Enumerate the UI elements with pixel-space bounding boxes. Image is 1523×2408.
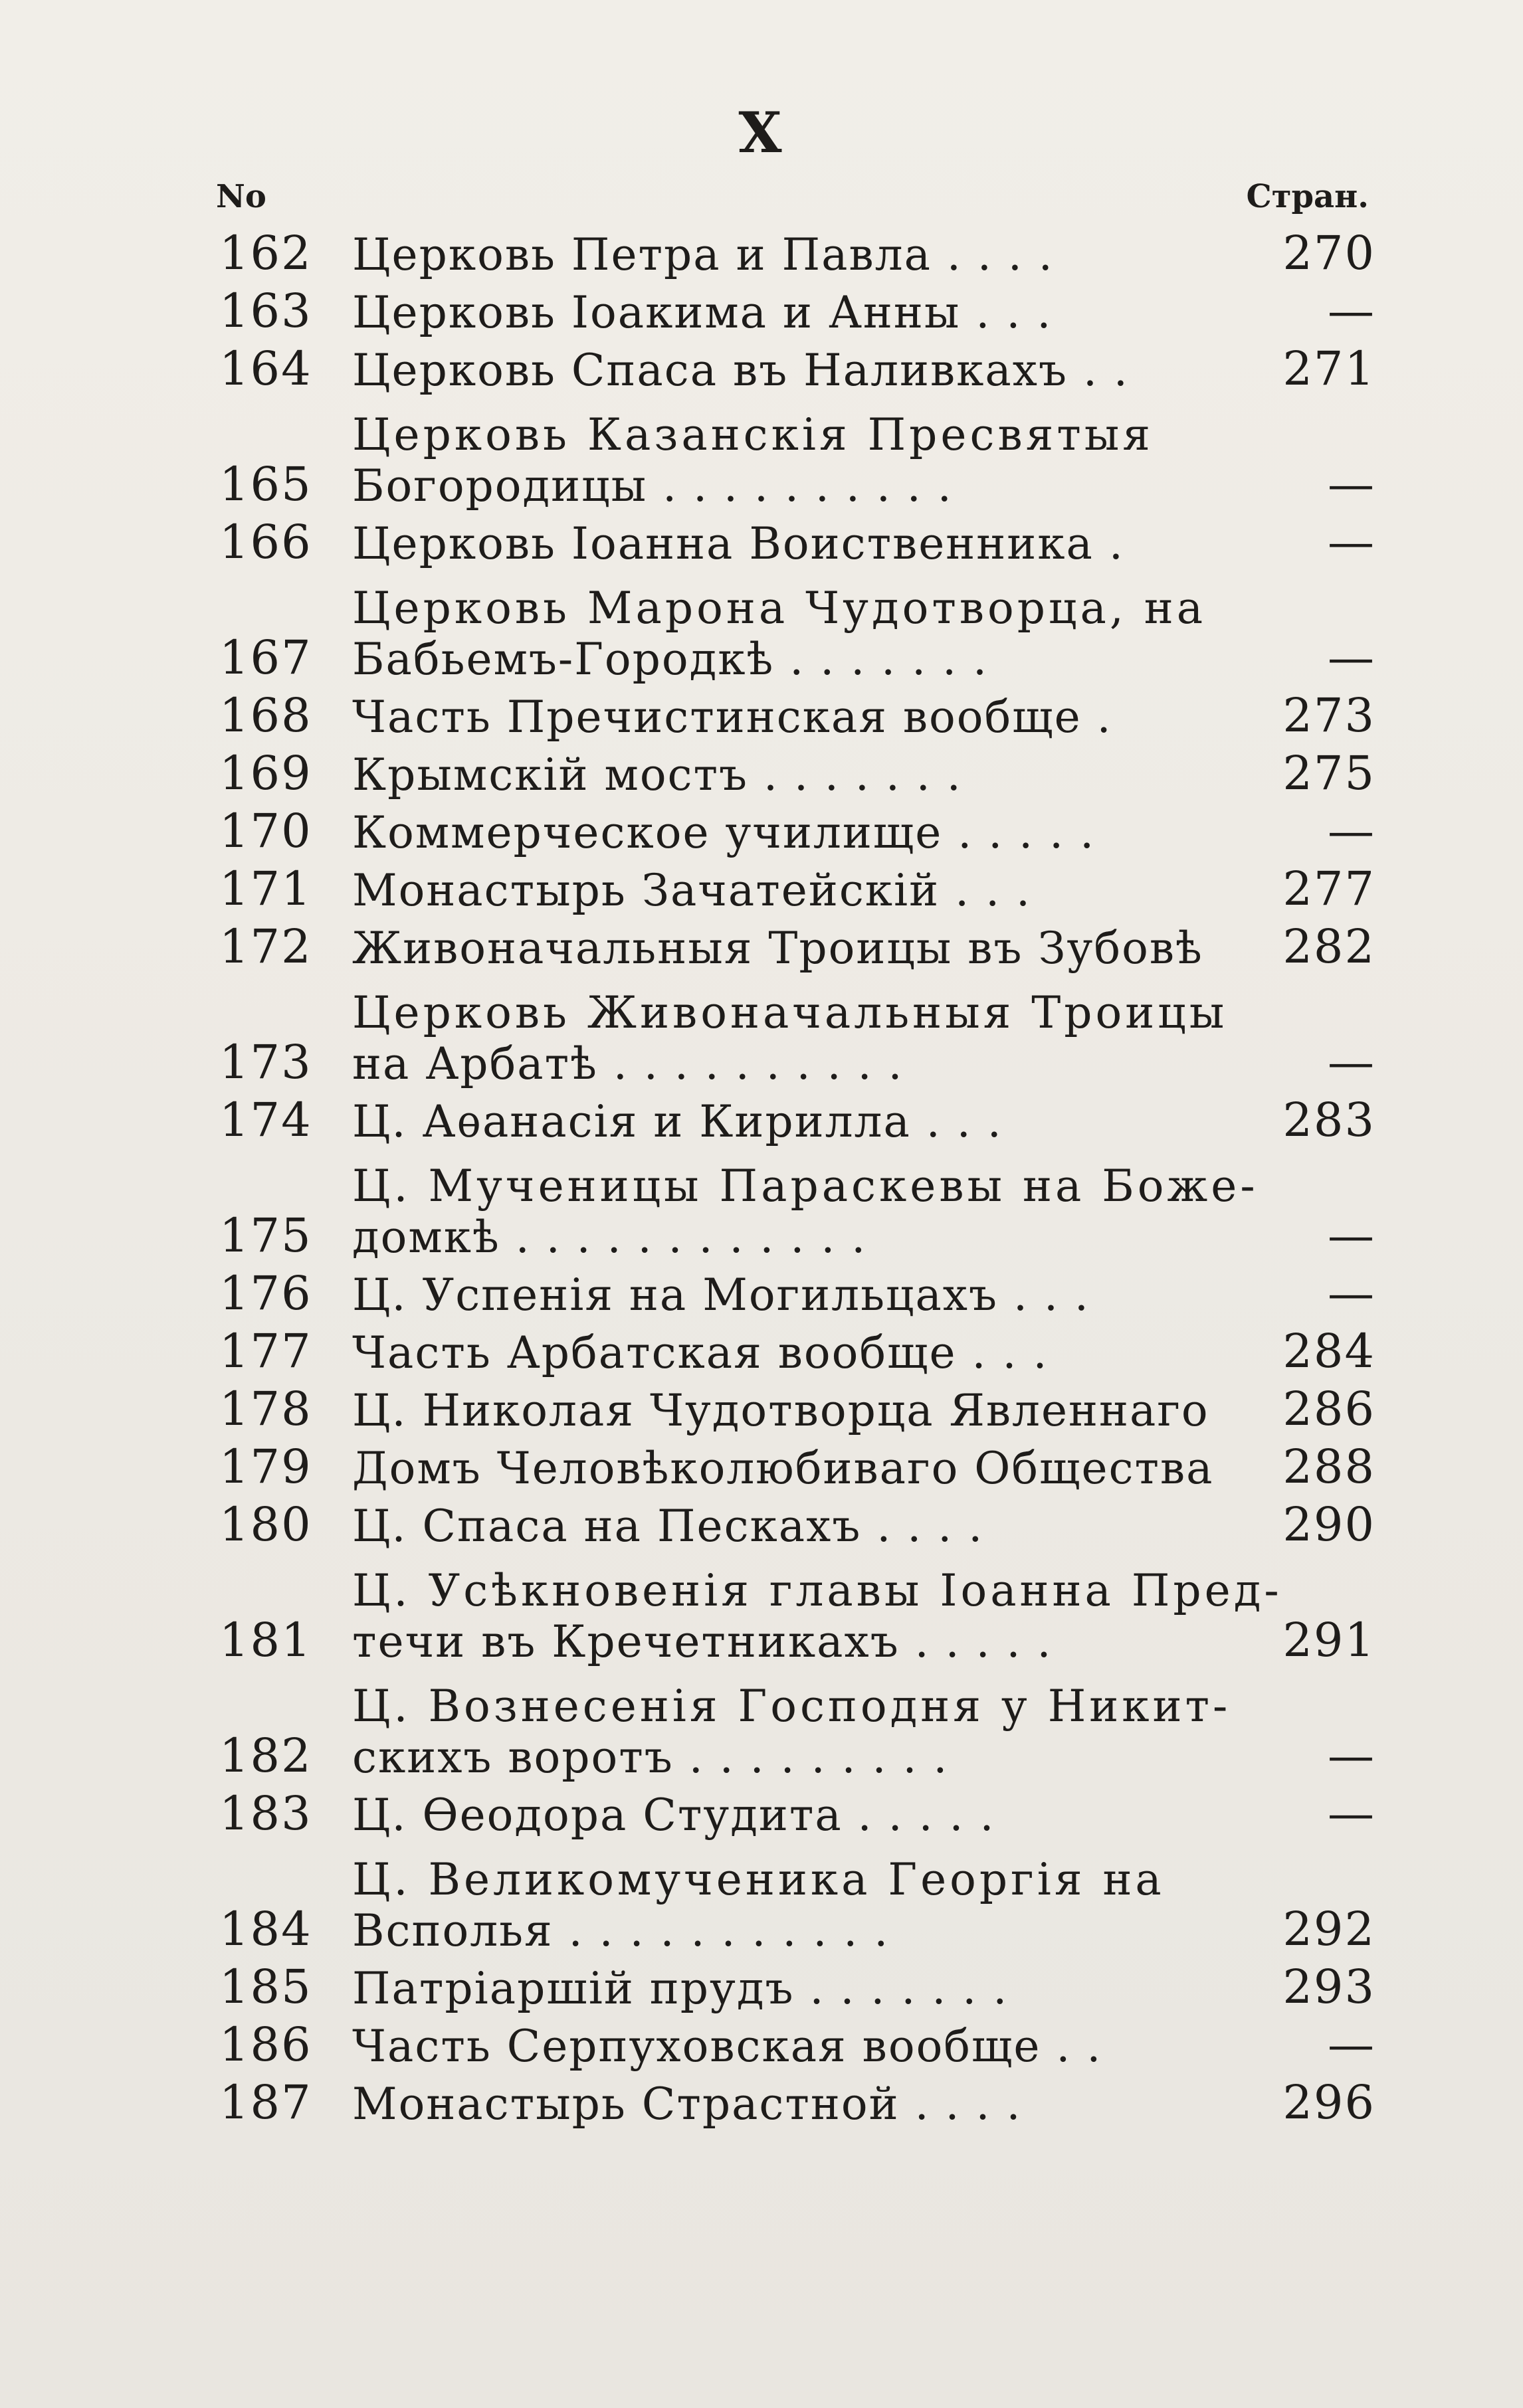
entry-title: [352, 229, 1243, 280]
entry-title: [352, 1963, 1243, 2014]
entry-title-line: Всполья . . . . . . . . . . .: [352, 1905, 890, 1956]
entry-page: —: [1328, 630, 1375, 685]
entry-number: 169: [219, 746, 312, 800]
entry-page: —: [1328, 1208, 1375, 1263]
toc-entry: [219, 1494, 1375, 1552]
entry-page: —: [1328, 1035, 1375, 1089]
entry-page: —: [1328, 1786, 1375, 1841]
entry-page: 271: [1282, 341, 1375, 396]
entry-page: 293: [1282, 1960, 1375, 2014]
entry-title: [352, 345, 1243, 396]
entry-title: [352, 287, 1243, 338]
entry-title: [352, 583, 1243, 685]
entry-page: —: [1328, 515, 1375, 569]
entry-title-line: Церковь Петра и Павла . . . .: [352, 229, 1054, 280]
entry-number: 177: [219, 1324, 312, 1378]
entry-number: 178: [219, 1382, 312, 1436]
entry-title: [352, 923, 1243, 974]
entry-title-line: Монастырь Страстной . . . .: [352, 2079, 1022, 2130]
table-of-contents: [219, 223, 1375, 2130]
entry-number: 166: [219, 515, 312, 569]
entry-number: 167: [219, 630, 312, 685]
entry-title: [352, 1443, 1243, 1494]
toc-entry: [219, 1956, 1375, 2014]
entry-title: [352, 1269, 1243, 1321]
toc-entry: [219, 1436, 1375, 1494]
entry-title: [352, 749, 1243, 800]
entry-title: [352, 807, 1243, 858]
entry-title-line: Ц. Аѳанасія и Кирилла . . .: [352, 1096, 1003, 1147]
entry-number: 180: [219, 1497, 312, 1552]
entry-title: [352, 1501, 1243, 1552]
toc-entry: [219, 916, 1375, 974]
entry-page: 290: [1282, 1497, 1375, 1552]
entry-page: 286: [1282, 1382, 1375, 1436]
toc-entry: [219, 1378, 1375, 1436]
entry-title-line: Ц. Вознесенія Господня у Никит-: [352, 1681, 1231, 1732]
entry-title-line: Бабьемъ-Городкѣ . . . . . . .: [352, 634, 989, 685]
entry-page: 273: [1282, 688, 1375, 743]
entry-title: [352, 1385, 1243, 1436]
running-head: X: [738, 100, 785, 165]
entry-title-line: Церковь Іоанна Воиственника .: [352, 518, 1124, 569]
entry-title-line: течи въ Кречетникахъ . . . . .: [352, 1616, 1053, 1667]
entry-number: 185: [219, 1960, 312, 2014]
entry-title-line: Церковь Марона Чудотворца, на: [352, 583, 1207, 634]
entry-page: 283: [1282, 1093, 1375, 1147]
entry-title: [352, 987, 1243, 1089]
toc-entry: [219, 1321, 1375, 1378]
entry-title-line: Ц. Усѣкновенія главы Іоанна Пред-: [352, 1565, 1282, 1616]
entry-page: —: [1328, 1728, 1375, 1783]
toc-entry: [219, 2072, 1375, 2130]
entry-number: 170: [219, 804, 312, 858]
entry-number: 181: [219, 1613, 312, 1667]
entry-title-line: Церковь Живоначальныя Троицы: [352, 987, 1228, 1038]
toc-entry: [219, 569, 1375, 685]
entry-title-line: Ц. Спаса на Пескахъ . . . .: [352, 1501, 984, 1552]
entry-page: —: [1328, 457, 1375, 511]
entry-page: 284: [1282, 1324, 1375, 1378]
entry-title-line: скихъ воротъ . . . . . . . . .: [352, 1732, 949, 1783]
entry-title-line: Часть Арбатская вообще . . .: [352, 1327, 1049, 1378]
entry-title: [352, 2079, 1243, 2130]
entry-title-line: Ц. Николая Чудотворца Явленнаго: [352, 1385, 1209, 1436]
entry-title-line: Патріаршій прудъ . . . . . . .: [352, 1963, 1009, 2014]
entry-title-line: Коммерческое училище . . . . .: [352, 807, 1096, 858]
toc-entry: [219, 1841, 1375, 1956]
toc-entry: [219, 338, 1375, 396]
number-column-header: No: [216, 178, 266, 215]
toc-entry: [219, 396, 1375, 511]
entry-number: 174: [219, 1093, 312, 1147]
entry-title: [352, 1681, 1243, 1783]
entry-title-line: Богородицы . . . . . . . . . .: [352, 460, 953, 511]
toc-entry: [219, 280, 1375, 338]
entry-title: [352, 1096, 1243, 1147]
entry-number: 164: [219, 341, 312, 396]
entry-title: [352, 409, 1243, 511]
entry-title-line: Монастырь Зачатейскій . . .: [352, 865, 1032, 916]
toc-entry: [219, 1552, 1375, 1667]
entry-page: 296: [1282, 2075, 1375, 2130]
entry-title-line: Ц. Ѳеодора Студита . . . . .: [352, 1790, 995, 1841]
entry-number: 186: [219, 2017, 312, 2072]
entry-page: 270: [1282, 226, 1375, 280]
toc-entry: [219, 511, 1375, 569]
entry-title-line: Церковь Іоакима и Анны . . .: [352, 287, 1053, 338]
entry-title-line: Церковь Казанскія Пресвятыя: [352, 409, 1154, 460]
entry-number: 172: [219, 919, 312, 974]
entry-number: 168: [219, 688, 312, 743]
toc-entry: [219, 2014, 1375, 2072]
toc-entry: [219, 858, 1375, 916]
entry-title-line: домкѣ . . . . . . . . . . . .: [352, 1212, 867, 1263]
entry-number: 179: [219, 1439, 312, 1494]
entry-number: 187: [219, 2075, 312, 2130]
page-column-header: Стран.: [1246, 178, 1369, 215]
entry-number: 171: [219, 862, 312, 916]
entry-title: [352, 692, 1243, 743]
toc-entry: [219, 800, 1375, 858]
entry-page: 277: [1282, 862, 1375, 916]
entry-page: 275: [1282, 746, 1375, 800]
entry-number: 173: [219, 1035, 312, 1089]
entry-title: [352, 1565, 1282, 1667]
entry-title-line: Домъ Человѣколюбиваго Общества: [352, 1443, 1214, 1494]
entry-title: [352, 518, 1243, 569]
toc-entry: [219, 1147, 1375, 1263]
entry-page: 282: [1282, 919, 1375, 974]
entry-number: 175: [219, 1208, 312, 1263]
entry-number: 162: [219, 226, 312, 280]
toc-entry: [219, 743, 1375, 800]
toc-entry: [219, 1783, 1375, 1841]
entry-title: [352, 1854, 1243, 1956]
toc-entry: [219, 974, 1375, 1089]
toc-entry: [219, 1667, 1375, 1783]
entry-title: [352, 1160, 1259, 1263]
entry-title-line: Ц. Мученицы Параскевы на Боже-: [352, 1160, 1259, 1212]
entry-title-line: Живоначальныя Троицы въ Зубовѣ: [352, 923, 1203, 974]
entry-page: 288: [1282, 1439, 1375, 1494]
entry-page: 291: [1282, 1613, 1375, 1667]
entry-title: [352, 1790, 1243, 1841]
entry-number: 163: [219, 284, 312, 338]
entry-title-line: Церковь Спаса въ Наливкахъ . .: [352, 345, 1129, 396]
entry-number: 165: [219, 457, 312, 511]
entry-page: —: [1328, 1266, 1375, 1321]
entry-title: [352, 2021, 1243, 2072]
entry-title-line: на Арбатѣ . . . . . . . . . .: [352, 1038, 904, 1089]
entry-title-line: Крымскій мостъ . . . . . . .: [352, 749, 962, 800]
entry-title-line: Часть Серпуховская вообще . .: [352, 2021, 1102, 2072]
entry-page: —: [1328, 2017, 1375, 2072]
toc-entry: [219, 223, 1375, 280]
entry-page: —: [1328, 284, 1375, 338]
entry-title: [352, 1327, 1243, 1378]
entry-title-line: Ц. Великомученика Георгія на: [352, 1854, 1165, 1905]
entry-page: 292: [1282, 1902, 1375, 1956]
toc-entry: [219, 685, 1375, 743]
entry-title-line: Часть Пречистинская вообще .: [352, 692, 1112, 743]
entry-title: [352, 865, 1243, 916]
toc-entry: [219, 1263, 1375, 1321]
entry-number: 176: [219, 1266, 312, 1321]
entry-title-line: Ц. Успенія на Могильцахъ . . .: [352, 1269, 1090, 1321]
entry-number: 182: [219, 1728, 312, 1783]
entry-number: 183: [219, 1786, 312, 1841]
entry-number: 184: [219, 1902, 312, 1956]
toc-entry: [219, 1089, 1375, 1147]
entry-page: —: [1328, 804, 1375, 858]
